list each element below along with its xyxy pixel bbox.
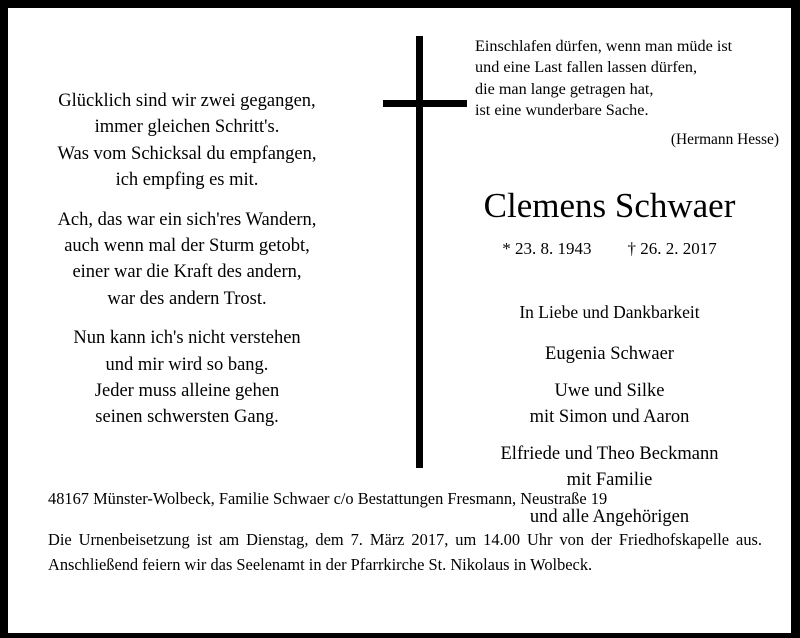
quote-line: ist eine wunderbare Sache. [475, 101, 649, 120]
mourner-line: und alle Angehörigen [529, 507, 690, 528]
poem-line: Jeder muss alleine gehen [94, 381, 280, 402]
mourner-group [428, 341, 791, 367]
memorial-column [428, 8, 791, 530]
poem-column [8, 88, 366, 431]
poem-line: und mir wird so bang. [105, 354, 269, 375]
poem-line: immer gleichen Schritt's. [94, 117, 280, 138]
mourner-line: Uwe und Silke [554, 381, 665, 402]
poem-stanza [8, 207, 366, 313]
quote-line: die man lange getragen hat, [475, 79, 654, 98]
address-line: 48167 Münster-Wolbeck, Familie Schwaer c/o Bestattungen Fresmann, Neustraße 19 [48, 489, 608, 508]
mourner-line: Eugenia Schwaer [545, 344, 674, 365]
poem-stanza [8, 88, 366, 194]
mourner-group [428, 441, 791, 493]
poem-line: war des andern Trost. [107, 288, 267, 309]
quote-attribution: (Hermann Hesse) [670, 130, 779, 148]
quote-line: Einschlafen dürfen, wenn man müde ist [475, 37, 733, 55]
poem-line: Ach, das war ein sich'res Wandern, [57, 209, 317, 230]
hesse-quote [428, 36, 791, 150]
death-date: † 26. 2. 2017 [627, 239, 717, 259]
birth-date: * 23. 8. 1943 [502, 239, 592, 259]
poem-line: Was vom Schicksal du empfangen, [57, 143, 317, 164]
poem-line: auch wenn mal der Sturm getobt, [64, 236, 310, 257]
dedication-text: In Liebe und Dankbarkeit [519, 302, 700, 323]
mourner-line: mit Familie [566, 470, 653, 491]
poem-line: Glücklich sind wir zwei gegangen, [58, 91, 316, 111]
poem-line: seinen schwersten Gang. [95, 407, 279, 428]
mourner-line: Elfriede und Theo Beckmann [500, 444, 719, 465]
life-dates [428, 239, 791, 259]
obituary-footer-section [8, 488, 791, 577]
poem-line: einer war die Kraft des andern, [72, 262, 302, 283]
service-info-text: Die Urnenbeisetzung ist am Dienstag, dem 7. März 2017, um 14.00 Uhr von der Friedhofskapelle aus. Anschließend feiern wir das Seelenamt in der Pfarrkirche St. Nikolaus in Wolbeck. [48, 530, 762, 574]
poem-stanza [8, 325, 366, 431]
obituary-sheet [8, 8, 791, 633]
poem-line: ich empfing es mit. [115, 170, 259, 191]
quote-line: und eine Last fallen lassen dürfen, [475, 58, 698, 77]
poem-line: Nun kann ich's nicht verstehen [73, 328, 301, 349]
mourner-group [428, 378, 791, 430]
mourner-line: mit Simon und Aaron [529, 407, 690, 428]
deceased-name: Clemens Schwaer [483, 186, 736, 226]
